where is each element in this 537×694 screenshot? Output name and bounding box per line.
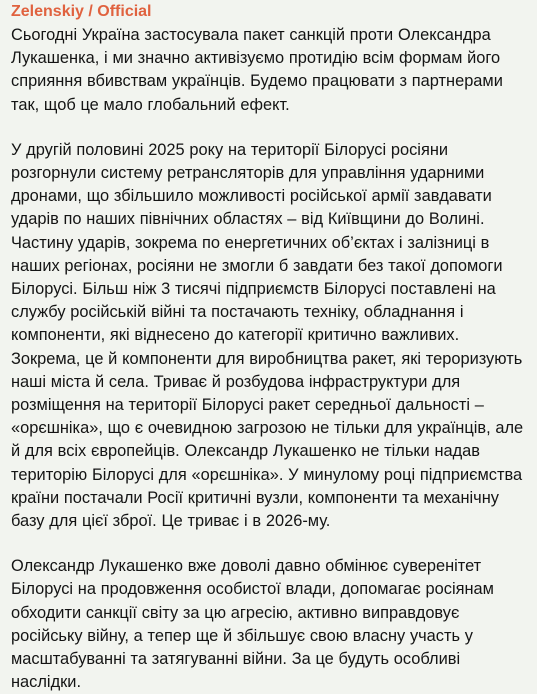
- post-paragraph-1: Сьогодні Україна застосувала пакет санкцій проти Олександра Лукашенка, і ми значно активізуємо протидію всім формам його сприяння вбивствам українців. Будемо працювати з партнерами так, щоб це мало глобальний ефект.: [11, 26, 503, 114]
- post-paragraph-2: У другій половині 2025 року на території Білорусі росіяни розгорнули систему ретрансляторів для управління ударними дронами, що збільшило можливості російської армії завдавати ударів по наших північних областях – від Київщини до Волині. Частину ударів, зокрема по енергетичних об’єктах і залізниці в наших регіонах, росіяни не змогли б завдати без такої допомоги Білорусі. Більш ніж 3 тисячі підприємств Білорусі поставлені на службу російській війні та постачають техніку, обладнання і компоненти, які віднесено до категорії критично важливих. Зокрема, це й компоненти для виробництва ракет, які тероризують наші міста й села. Триває й розбудова інфраструктури для розміщення на території Білорусі ракет середньої дальності – «орєшніка», що є очевидною загрозою не тільки для українців, але й для всіх європейців. Олександр Лукашенко не тільки надав територію Білорусі для «орєшніка». У минулому році підприємства країни постачали Росії критичні вузли, компоненти та механічну базу для цієї зброї. Це триває і в 2026-му.: [11, 140, 524, 531]
- post-paragraph-3: Олександр Лукашенко вже доволі давно обмінює суверенітет Білорусі на продовження особистої влади, допомагає росіянам обходити санкції світу за цю агресію, активно виправдовує російську війну, а тепер ще й збільшує свою власну участь у масштабуванні та затягуванні війни. За це будуть особливі наслідки.: [11, 557, 494, 692]
- channel-name[interactable]: Zelenskiy / Official: [11, 3, 152, 20]
- paragraph-spacer: [11, 533, 527, 555]
- paragraph-spacer: [11, 117, 527, 139]
